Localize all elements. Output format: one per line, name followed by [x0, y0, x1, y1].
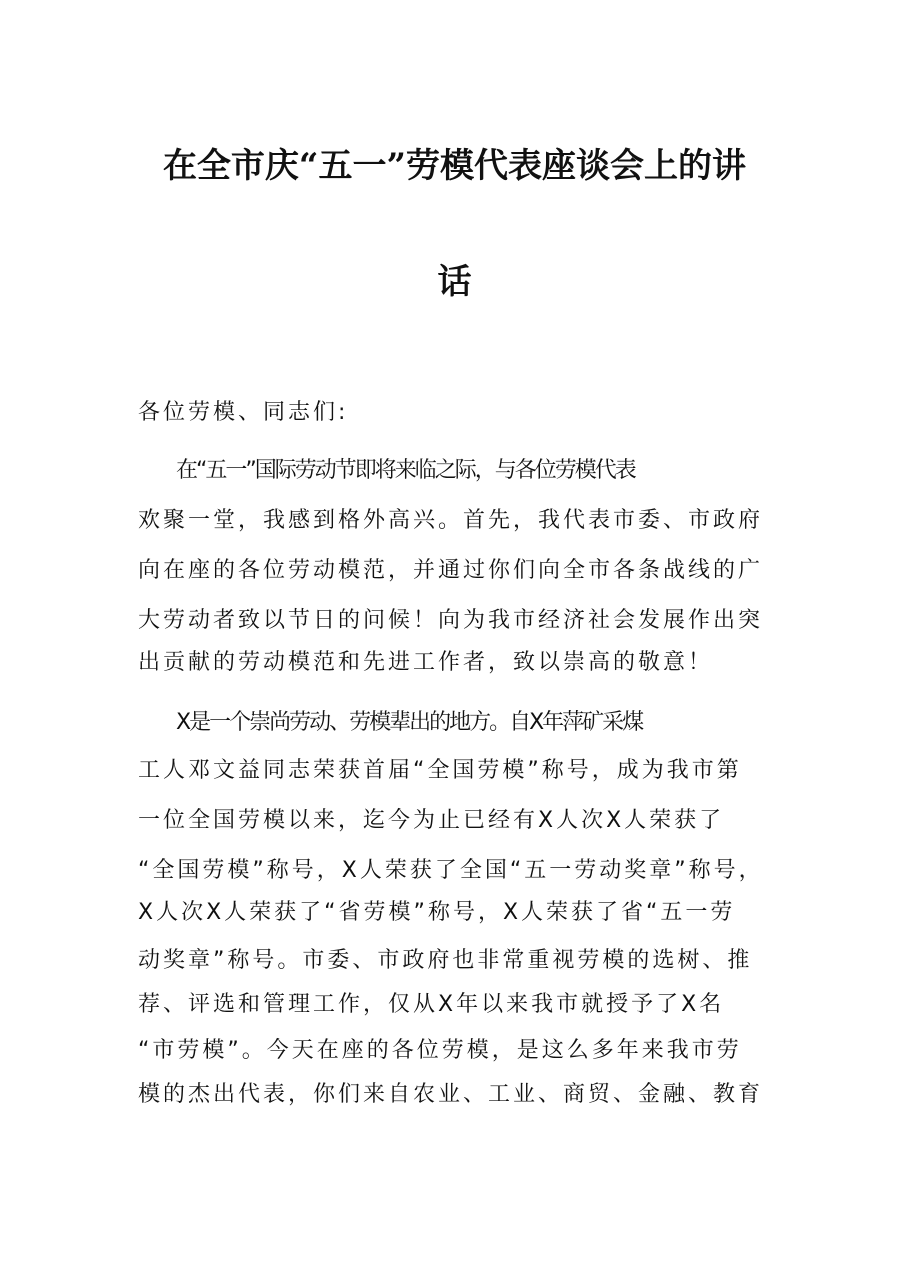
- paragraph-1-line-4: 大劳动者致以节日的问候！向为我市经济社会发展作出突: [138, 608, 764, 633]
- document-title-line-1: 在全市庆“五一”劳模代表座谈会上的讲: [162, 146, 747, 186]
- paragraph-2-line-7: 荐、评选和管理工作，仅从X年以来我市就授予了X名: [138, 992, 725, 1017]
- paragraph-2-line-5: X人次X人荣获了“省劳模”称号，X人荣获了省“五一劳: [138, 900, 736, 925]
- paragraph-2-line-6: 动奖章”称号。市委、市政府也非常重视劳模的选树、推: [138, 948, 753, 973]
- paragraph-2-line-3: 一位全国劳模以来，迄今为止已经有X人次X人荣获了: [138, 808, 725, 833]
- paragraph-2-line-2: 工人邓文益同志荣获首届“全国劳模”称号，成为我市第: [138, 758, 742, 783]
- document-title-line-2: 话: [437, 262, 472, 302]
- paragraph-2-line-1: X是一个崇尚劳动、劳模辈出的地方。自X年萍矿采煤: [176, 710, 643, 735]
- paragraph-2-line-8: “市劳模”。今天在座的各位劳模，是这么多年来我市劳: [138, 1038, 742, 1063]
- paragraph-2-line-4: “全国劳模”称号，X人荣获了全国“五一劳动奖章”称号，: [138, 858, 764, 883]
- paragraph-2-line-9: 模的杰出代表，你们来自农业、工业、商贸、金融、教育: [138, 1082, 764, 1107]
- salutation: 各位劳模、同志们:: [138, 400, 349, 425]
- paragraph-1-line-1: 在“五一”国际劳动节即将来临之际，与各位劳模代表: [176, 458, 635, 483]
- paragraph-1-line-3: 向在座的各位劳动模范，并通过你们向全市各条战线的广: [138, 558, 764, 583]
- paragraph-1-line-2: 欢聚一堂，我感到格外高兴。首先，我代表市委、市政府: [138, 508, 764, 533]
- paragraph-1-line-5: 出贡献的劳动模范和先进工作者，致以崇高的敬意！: [138, 650, 714, 675]
